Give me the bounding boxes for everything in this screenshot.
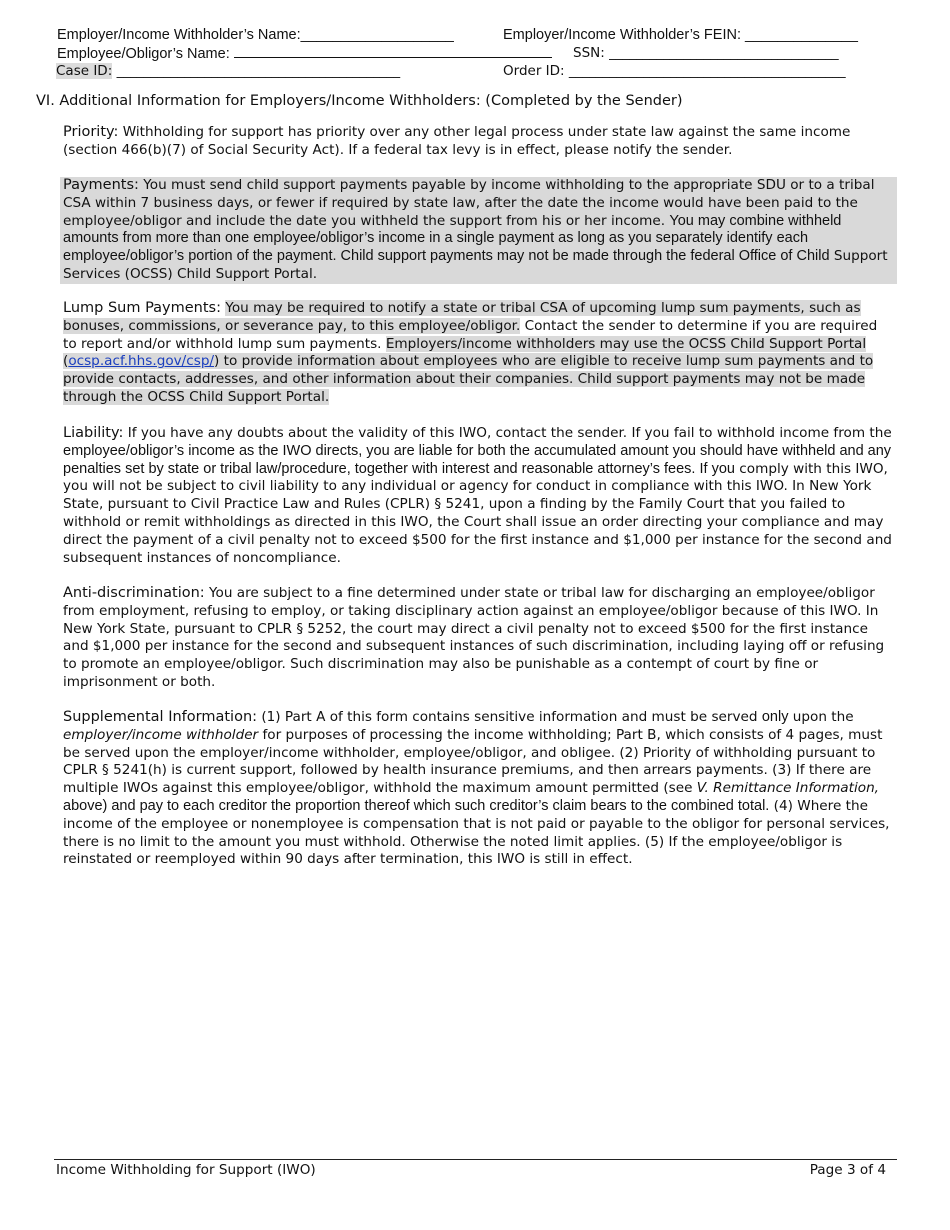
employer-fein-label: Employer/Income Withholder’s FEIN: <box>503 27 741 43</box>
footer-page-number: Page 3 of 4 <box>809 1162 886 1178</box>
priority-text: Withholding for support has priority over any other legal process under state law against the same income (section 466(b)(7) of Social Security Act). If a federal tax levy is in effect, please notify the sender. <box>63 124 851 158</box>
liability-paragraph <box>63 425 893 567</box>
payments-text-2: You may combine withheld amounts from more than one employee/obligor’s income in a single payment as long as you separately identify each employee/obligor’s portion of the payment. Child support payments may not be made through the federal Office of Child <box>63 212 842 265</box>
priority-label: Priority: <box>63 124 119 140</box>
priority-paragraph <box>63 124 893 160</box>
anti-discrimination-paragraph <box>63 585 893 692</box>
supplemental-text-4: above) and pay to each creditor the proportion thereof which such creditor’s claim bears to the combined total. <box>63 797 770 814</box>
order-id-label: Order ID: <box>503 63 565 79</box>
supplemental-label: Supplemental Information: <box>63 709 258 725</box>
case-id-label: Case ID: <box>56 63 113 79</box>
footer-divider <box>54 1159 897 1160</box>
liability-label: Liability: <box>63 425 124 441</box>
anti-discrimination-label: Anti-discrimination: <box>63 585 205 601</box>
supplemental-paragraph <box>63 709 893 869</box>
case-id-field[interactable]: __________________________________________ <box>116 63 401 79</box>
employee-name-field[interactable] <box>234 44 552 58</box>
order-id-row <box>503 62 846 80</box>
lump-sum-paragraph <box>63 300 893 407</box>
liability-text-3: comply with this IWO, you will not be subject to civil liability to any individual or agency for conduct in compliance with this IWO. In New York State, pursuant to Civil Practice Law and Rules (CPLR) § 5241, upon a finding by the Family Court that you failed to withhold or remit withholdings as directed in this IWO, the Court shall issue an order directing your compliance and may direct the payment of a civil penalty not to exceed $500 for the first instance and $1,000 per instance for the second and subsequent instances of noncompliance. <box>63 460 892 566</box>
liability-text-1: If you have any doubts about the validity of this IWO, contact the sender. If you fail to withhold income from the <box>127 425 892 441</box>
employer-fein-field[interactable]: ______________ <box>745 27 858 43</box>
case-id-row <box>56 62 400 80</box>
lump-sum-label: Lump Sum Payments: <box>63 300 221 316</box>
employee-name-row <box>57 44 552 63</box>
footer-left: Income Withholding for Support (IWO) <box>56 1162 316 1178</box>
lump-sum-text-4: ) to provide information about employees who are eligible to receive lump sum payments and to provide contacts, addresses, and other information about their companies. Child support payments may not be made through the OCSS Child Support Portal. <box>63 353 874 405</box>
supplemental-italic-1: employer/income withholder <box>63 726 259 743</box>
supplemental-only: only <box>761 709 789 725</box>
payments-text-1: You must send child support payments payable by income withholding to the appropriate SDU or to a tribal CSA within 7 business days, or fewer if required by state law, after the date the income would have been paid to the employee/obligor and include the date you withheld the support from his or her income. <box>63 177 875 229</box>
employer-fein-row <box>503 26 858 44</box>
lump-sum-text-1: You may be required to notify a state or tribal CSA of upcoming lump sum payments, such as bonuses, commissions, or severance pay, to this employee/obligor. <box>63 300 861 334</box>
ssn-field[interactable]: __________________________________ <box>609 45 839 61</box>
ssn-label: SSN: <box>573 45 605 61</box>
supplemental-italic-2: V. Remittance Information, <box>696 780 880 797</box>
employer-name-field[interactable]: ___________________ <box>300 27 454 43</box>
supplemental-text-2: upon the <box>792 709 854 725</box>
order-id-field[interactable]: _________________________________________ <box>568 63 846 79</box>
supplemental-text-5: (4) Where the income of the employee or nonemployee is compensation that is not paid or payable to the obligor for personal services, there is no limit to the amount you must withhold. Otherwise the noted limit applies. (5) If the employee/obligor is reinstated or reemployed within 90 days after termination, this IWO is still in effect. <box>63 797 890 868</box>
ssn-row <box>573 44 839 62</box>
payments-paragraph <box>63 177 893 284</box>
anti-discrimination-text: You are subject to a fine determined under state or tribal law for discharging an employee/obligor from employment, refusing to employ, or taking disciplinary action against an employee/obligor because of this IWO. In New York State, pursuant to CPLR § 5252, the court may direct a civil penalty not to exceed $500 for the first instance and $1,000 per instance for the second and subsequent instances of such discrimination, including laying off or refusing to promote an employee/obligor. Such discrimination may also be punishable as a contempt of court by fine or imprisonment or both. <box>63 585 885 690</box>
supplemental-text-1: (1) Part A of this form contains sensitive information and must be served <box>261 709 758 725</box>
employee-name-label: Employee/Obligor’s Name: <box>57 46 230 62</box>
liability-text-2: employee/obligor’s income as the IWO directs, you are liable for both the accumulated amount you should have withheld and any penalties set by state or tribal law/procedure, together with interest and reasonable attorney’s fees. If you <box>63 442 892 477</box>
supplemental-text-3: for purposes of processing the income withholding; Part B, which consists of 4 pages, must be served upon the employer/income withholder, employee/obligor, and obligee. (2) Priority of withholding pursuant to CPLR § 5241(h) is current support, followed by health insurance premiums, and then arrears payments. (3) If there are multiple IWOs against this employee/obligor, withhold the maximum amount permitted (see <box>63 726 883 797</box>
employer-name-row <box>57 26 454 44</box>
payments-text-3: Support Services (OCSS) Child Support Portal. <box>63 248 888 282</box>
employer-name-label: Employer/Income Withholder’s Name: <box>57 27 301 43</box>
lump-sum-text-2: Contact the sender to determine if you are required to report and/or withhold lump sum payments. <box>63 317 878 352</box>
ocsp-portal-link[interactable]: ocsp.acf.hhs.gov/csp/ <box>68 353 215 370</box>
lump-sum-text-3: Employers/income withholders may use the OCSS Child Support Portal ( <box>63 335 867 370</box>
payments-label: Payments: <box>63 177 139 193</box>
section-title: VI. Additional Information for Employers/Income Withholders: (Completed by the Sender) <box>36 93 683 109</box>
